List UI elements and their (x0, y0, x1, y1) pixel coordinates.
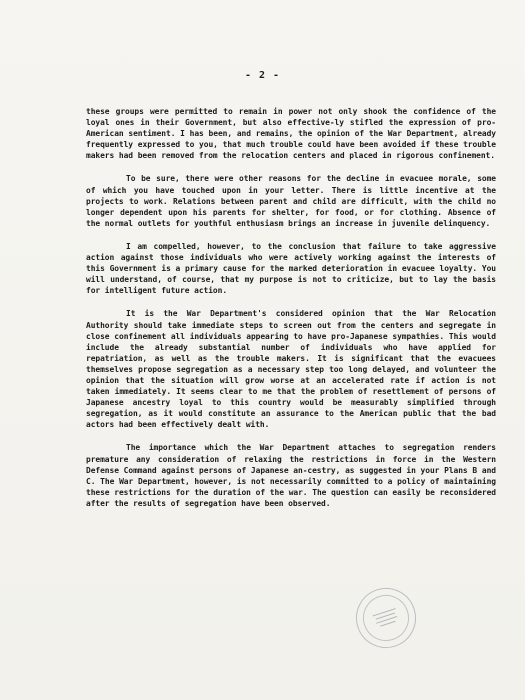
paragraph-1: these groups were permitted to remain in power not only shook the confidence of the loyal ones in their Government, but also effective-ly stifled the expression of pro-American sentiment. I has been, and remains, the opinion of the War Department, already frequently expressed to you, that much trouble could have been avoided if these trouble makers had been removed from the relocation centers and placed in rigorous confinement. (86, 107, 501, 161)
paragraph-4: It is the War Department's considered opinion that the War Relocation Authority should take immediate steps to screen out from the centers and segregate in close confinement all individuals appearing to have pro-Japanese sympathies. This would include the already substantial number of individuals who have applied for repatriation, as well as the trouble makers. It is significant that the evacuees themselves propose segregation as a necessary step too long delayed, and volunteer the opinion that the situation will grow worse at an accelerated rate if action is not taken immediately. It seems clear to me that the problem of resettlement of persons of Japanese ancestry loyal to this country would be measurably simplified through segregation, as it would constitute an assurance to the American public that the bad actors had been effectively dealt with. (86, 309, 501, 430)
archive-stamp-icon (348, 580, 424, 656)
paragraph-3: I am compelled, however, to the conclusion that failure to take aggressive action against those individuals who were actively working against the interests of this Government is a primary cause for the marked deterioration in evacuee loyalty. You will understand, of course, that my purpose is not to criticize, but to lay the basis for intelligent future action. (86, 241, 501, 296)
paragraph-2: To be sure, there were other reasons for the decline in evacuee morale, some of which you have touched upon in your letter. There is little incentive at the projects to work. Relations between parent and child are difficult, with the child no longer dependent upon his parents for shelter, for food, or for clothing. Absence of the normal outlets for youthful enthusiasm brings an increase in juvenile delinquency. (86, 174, 501, 228)
stamp-marks-icon (368, 603, 403, 633)
stamp-inner-ring (357, 589, 415, 647)
letter-body (86, 106, 501, 521)
page-number: - 2 - (244, 70, 281, 81)
paragraph-5: The importance which the War Department attaches to segregation renders premature any consideration of relaxing the restrictions in force in the Western Defense Command against persons of Japanese an-cestry, as suggested in your Plans B and C. The War Department, however, is not necessarily committed to a policy of maintaining these restrictions for the duration of the war. The question can easily be reconsidered after the results of segregation have been observed. (86, 443, 501, 508)
